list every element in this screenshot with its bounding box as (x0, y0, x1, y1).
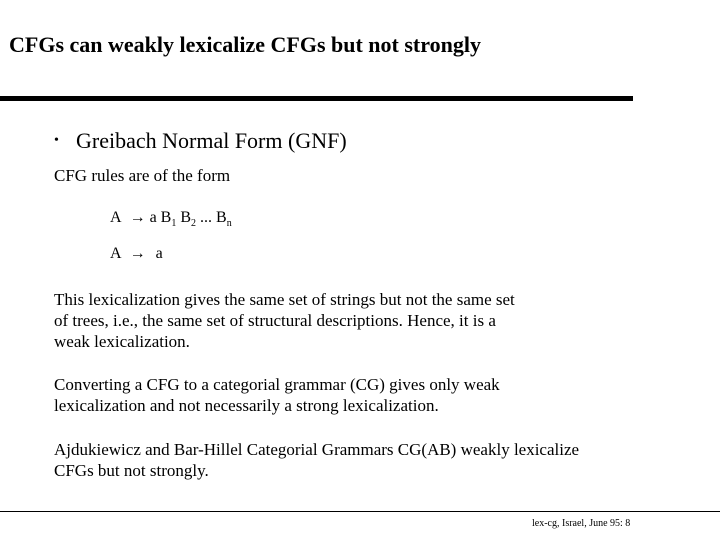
intro-text: CFG rules are of the form (54, 166, 231, 185)
rule2-arrow: → (129, 245, 146, 262)
title-divider (0, 96, 633, 101)
bullet-marker: • (54, 133, 59, 148)
rule2-lhs: A (110, 245, 122, 262)
rule1-sub-1: 1 (171, 218, 177, 230)
grammar-rule-1 (110, 209, 232, 229)
paragraph-line: This lexicalization gives the same set of strings but not the same set (54, 290, 515, 309)
rule1-arrow: → (129, 209, 146, 226)
paragraph-ajdukiewicz (54, 439, 579, 481)
slide-footer: lex-cg, Israel, June 95: 8 (532, 518, 631, 529)
rule2-rhs: a (155, 245, 163, 262)
rule1-rhs-start: a B (149, 209, 172, 226)
paragraph-lexicalization (54, 289, 515, 352)
rule1-lhs: A (110, 209, 122, 226)
paragraph-line: lexicalization and not necessarily a strong lexicalization. (54, 396, 439, 415)
footer-divider (0, 511, 720, 512)
slide-title: CFGs can weakly lexicalize CFGs but not strongly (9, 32, 481, 57)
grammar-rule-2 (110, 245, 163, 263)
paragraph-line: Ajdukiewicz and Bar-Hillel Categorial Grammars CG(AB) weakly lexicalize (54, 440, 580, 459)
rule1-mid: B (176, 209, 192, 226)
paragraph-line: CFGs but not strongly. (54, 461, 209, 480)
paragraph-categorial (54, 374, 500, 416)
paragraph-line: Converting a CFG to a categorial grammar (CG) gives only weak (54, 375, 500, 394)
rule1-ellipsis: ... B (196, 209, 227, 226)
bullet-item (54, 128, 347, 154)
bullet-heading: Greibach Normal Form (GNF) (76, 128, 347, 153)
paragraph-line: weak lexicalization. (54, 332, 190, 351)
rule1-sub-n: n (226, 218, 232, 230)
rule1-sub-2: 2 (191, 218, 197, 230)
paragraph-line: of trees, i.e., the same set of structural descriptions. Hence, it is a (54, 311, 496, 330)
